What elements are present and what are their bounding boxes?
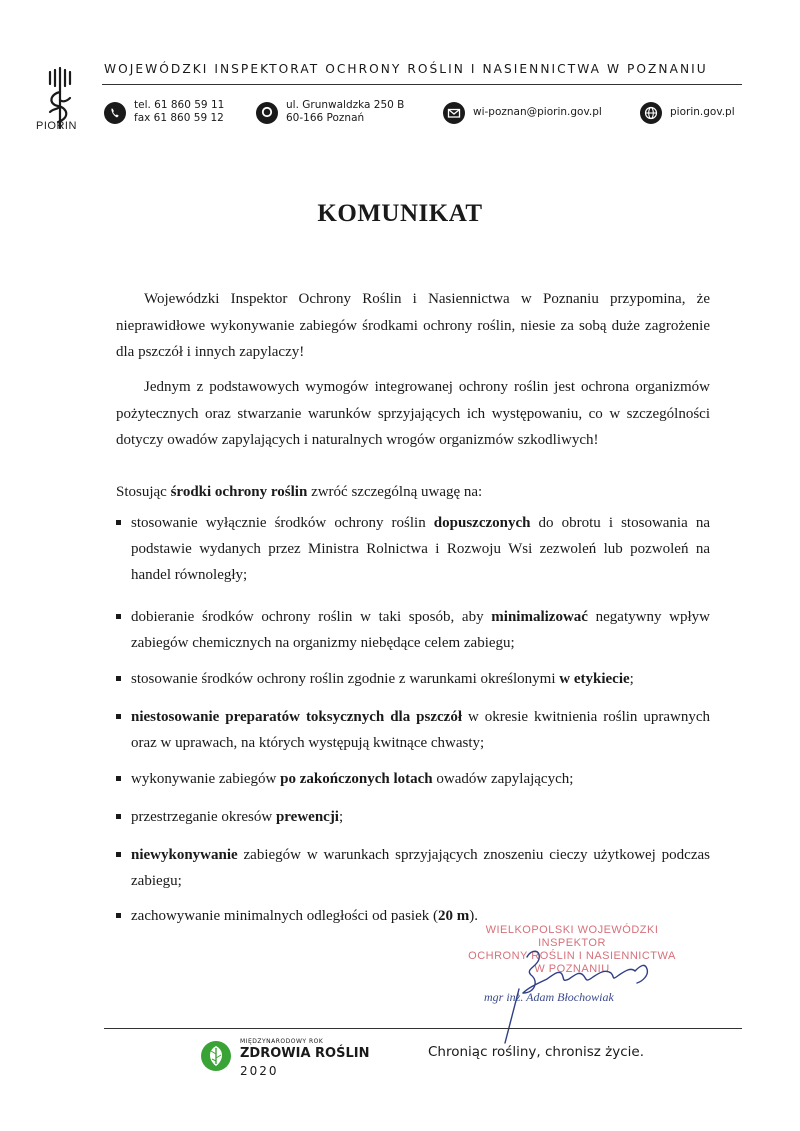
list-item: niewykonywanie zabiegów w warunkach sprzyjających znoszeniu cieczy użytkowej podczas zabiegu; [116, 842, 710, 894]
address-city: 60-166 Poznań [286, 112, 365, 124]
bullet-marker [116, 852, 121, 857]
website-link[interactable]: piorin.gov.pl [670, 106, 735, 118]
list-item: przestrzeganie okresów prewencji; [116, 804, 710, 830]
bullet-marker [116, 913, 121, 918]
bullet-marker [116, 814, 121, 819]
header-divider [102, 84, 742, 85]
bullet-marker [116, 520, 121, 525]
contact-address [256, 97, 426, 127]
footer-divider [104, 1028, 742, 1029]
official-stamp: WIELKOPOLSKI WOJEWÓDZKI INSPEKTOR OCHRONY ROŚLIN I NASIENNICTWA W POZNANIU [468, 924, 676, 975]
envelope-icon [443, 102, 465, 124]
footer-small-label: MIĘDZYNARODOWY ROK [240, 1038, 324, 1045]
email-link[interactable]: wi-poznan@piorin.gov.pl [473, 106, 602, 118]
contact-email [443, 97, 623, 127]
list-item: wykonywanie zabiegów po zakończonych lotach owadów zapylających; [116, 766, 710, 792]
paragraph-1: Wojewódzki Inspektor Ochrony Roślin i Nasiennictwa w Poznaniu przypomina, że nieprawidłowe wykonywanie zabiegów środkami ochrony roślin, niesie za sobą duże zagrożenie dla pszczół i innych zapylaczy! [116, 291, 710, 360]
fax-number: fax 61 860 59 12 [134, 112, 224, 124]
footer-year: 2020 [240, 1064, 279, 1078]
list-item: niestosowanie preparatów toksycznych dla pszczół w okresie kwitnienia roślin uprawnych oraz w uprawach, na których występują kwitnące chwasty; [116, 704, 710, 756]
address-street: ul. Grunwaldzka 250 B [286, 99, 405, 111]
footer-brand: ZDROWIA ROŚLIN [240, 1046, 370, 1061]
list-item: stosowanie środków ochrony roślin zgodnie z warunkami określonymi w etykiecie; [116, 666, 710, 692]
location-pin-icon [256, 102, 278, 124]
contact-website [640, 97, 750, 127]
bullet-marker [116, 614, 121, 619]
list-intro: Stosując środki ochrony roślin zwróć szczególną uwagę na: [116, 484, 483, 500]
bullet-marker [116, 714, 121, 719]
phone-icon [104, 102, 126, 124]
leaf-logo-icon [200, 1040, 232, 1072]
signer-name: mgr inż. Adam Błochowiak [484, 990, 614, 1004]
paragraph-2: Jednym z podstawowych wymogów integrowanej ochrony roślin jest ochrona organizmów pożytecznych oraz stwarzanie warunków sprzyjających ich występowaniu, co w szczególności dotyczy owadów zapylających i naturalnych wrogów organizmów szkodliwych! [116, 379, 710, 448]
list-item: dobieranie środków ochrony roślin w taki sposób, aby minimalizować negatywny wpływ zabiegów chemicznych na organizmy niebędące celem zabiegu; [116, 604, 710, 656]
globe-icon [640, 102, 662, 124]
bullet-marker [116, 676, 121, 681]
bullet-marker [116, 776, 121, 781]
footer-slogan: Chroniąc rośliny, chronisz życie. [428, 1044, 645, 1060]
list-item: zachowywanie minimalnych odległości od pasiek (20 m). [116, 903, 710, 929]
list-item: stosowanie wyłącznie środków ochrony roślin dopuszczonych do obrotu i stosowania na podstawie wydanych przez Ministra Rolnictwa i Rozwoju Wsi zezwoleń lub pozwoleń na handel równoległy; [116, 510, 710, 588]
institution-name: WOJEWÓDZKI INSPEKTORAT OCHRONY ROŚLIN I NASIENNICTWA W POZNANIU [104, 62, 708, 76]
contact-phone [104, 97, 254, 127]
document-title: KOMUNIKAT [317, 200, 483, 227]
phone-number[interactable]: tel. 61 860 59 11 [134, 99, 225, 111]
logo-text: PIORIN [36, 120, 77, 132]
